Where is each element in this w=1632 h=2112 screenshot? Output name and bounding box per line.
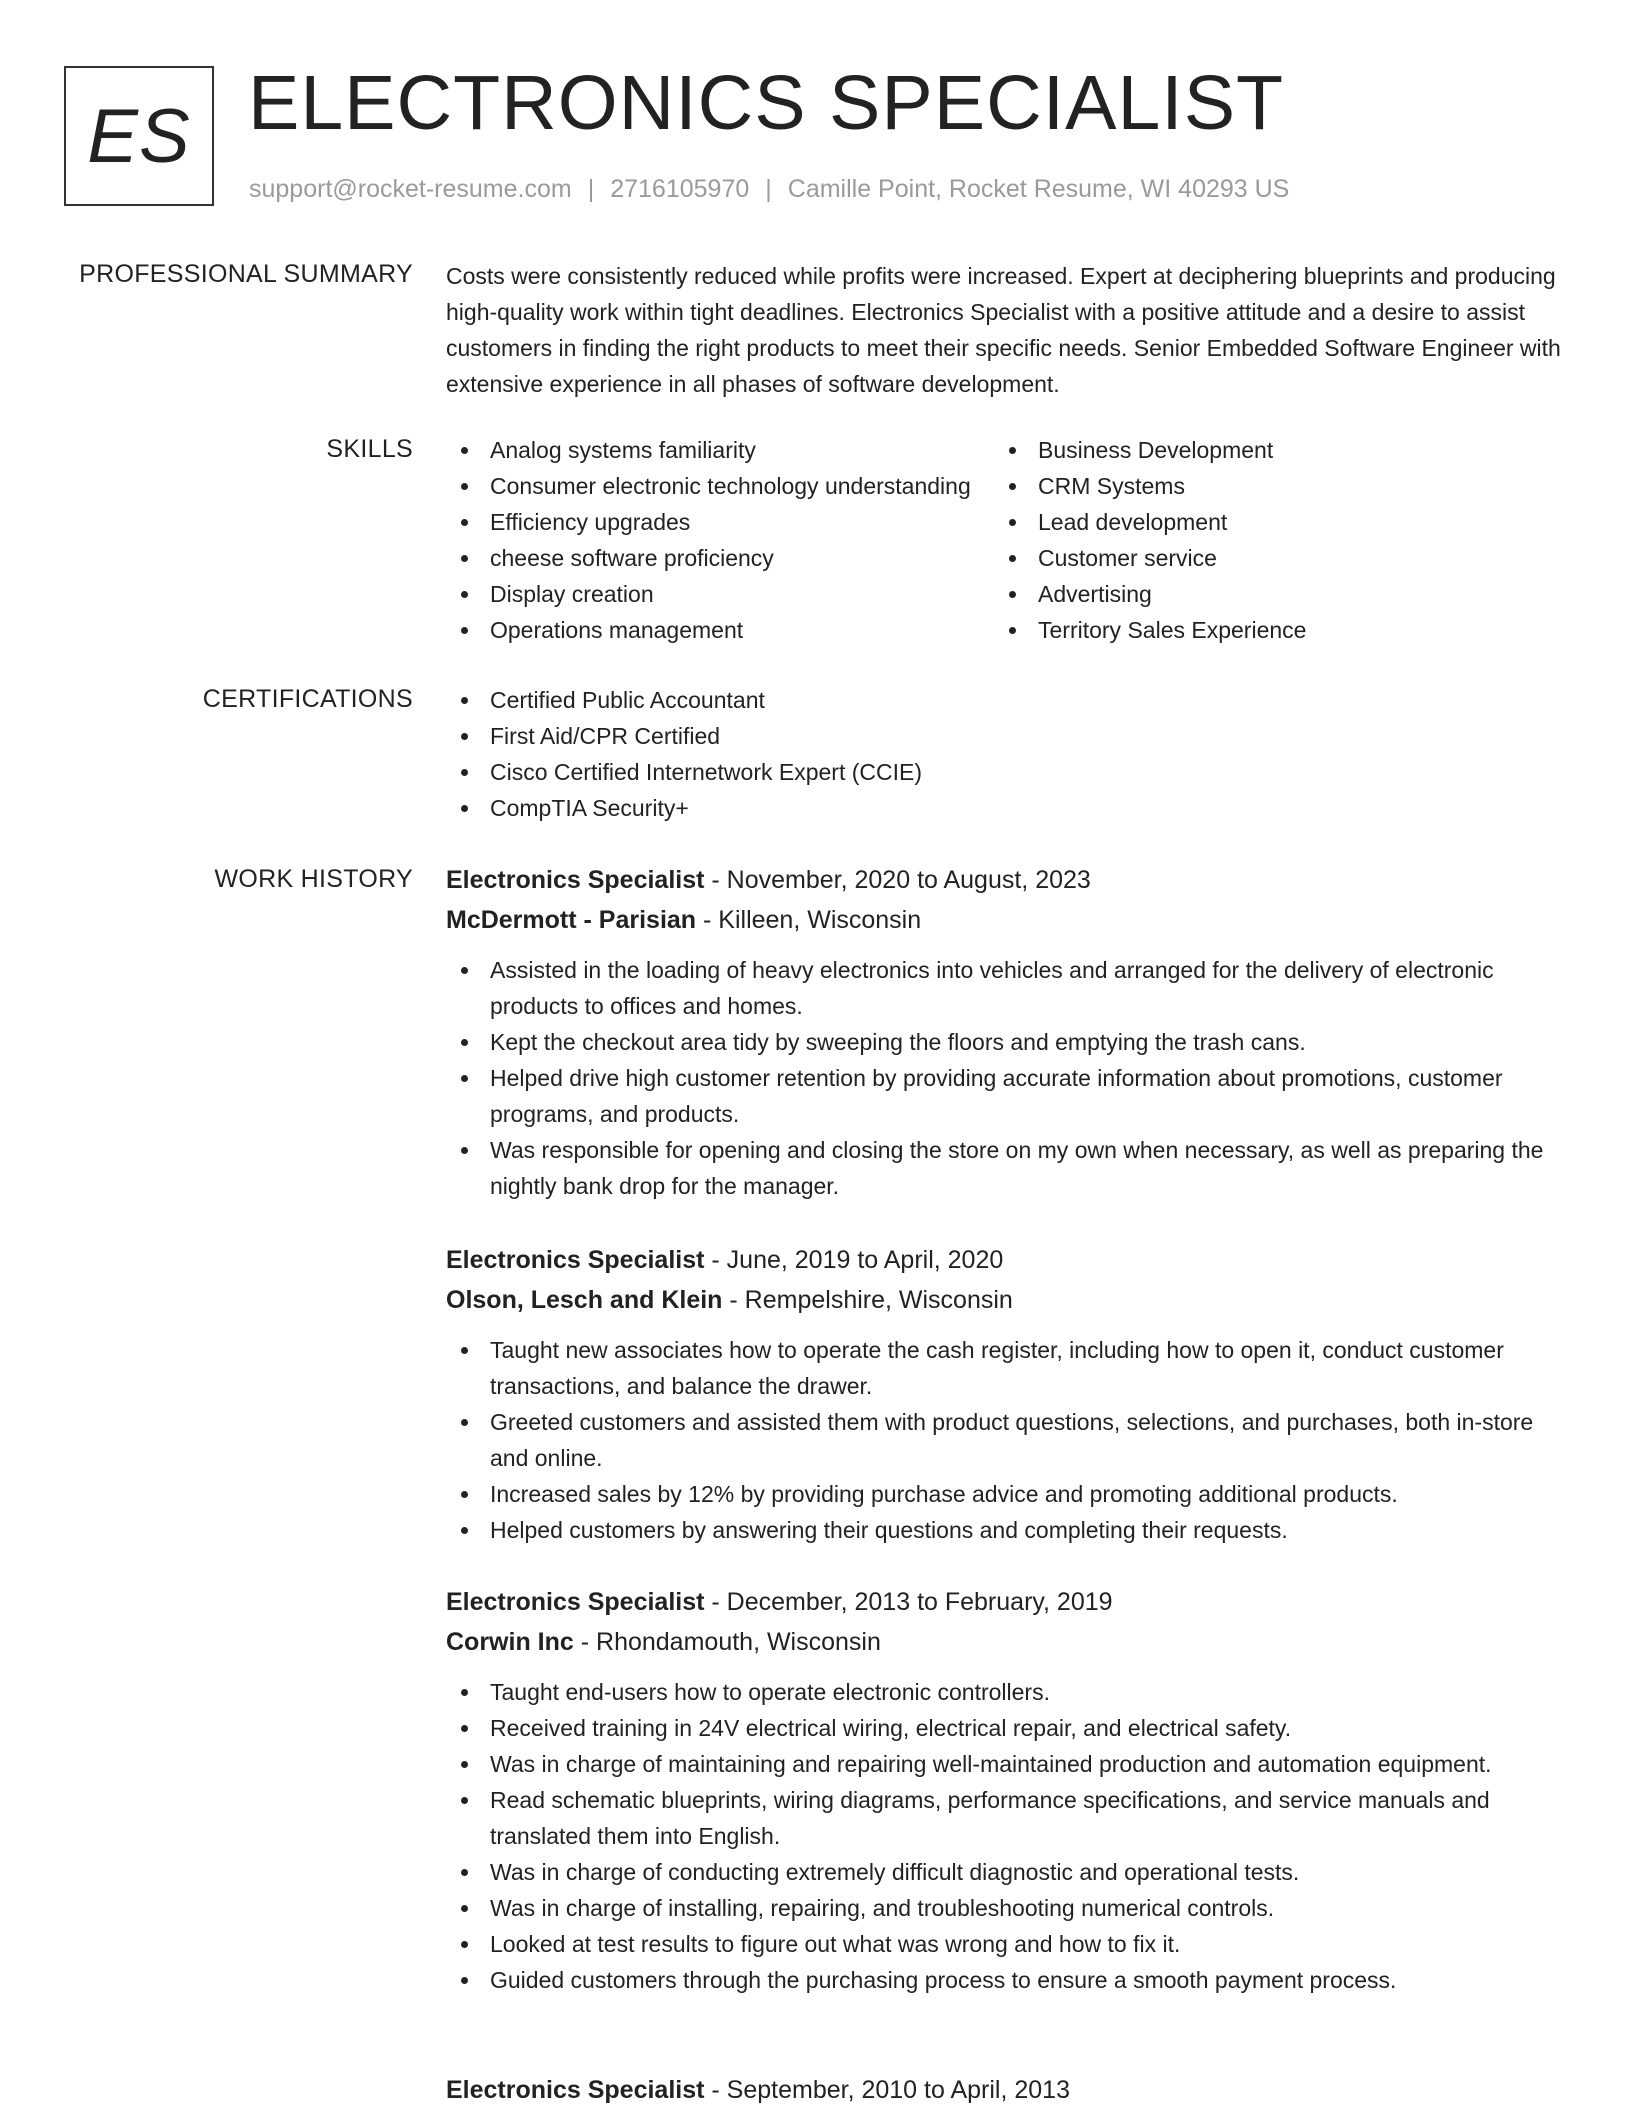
contact-address: Camille Point, Rocket Resume, WI 40293 US — [787, 175, 1290, 203]
list-item: CRM Systems — [994, 468, 1534, 504]
section-label-professional-summary: PROFESSIONAL SUMMARY — [79, 260, 413, 288]
list-item: Territory Sales Experience — [994, 612, 1534, 648]
skills-list — [446, 432, 1561, 652]
list-item: Helped drive high customer retention by providing accurate information about promotions, customer programs, and products. — [446, 1060, 1561, 1132]
list-item: Helped customers by answering their questions and completing their requests. — [446, 1512, 1561, 1548]
resume-name: ELECTRONICS SPECIALIST — [248, 60, 1285, 146]
section-label-skills: SKILLS — [326, 435, 413, 463]
list-item: Was responsible for opening and closing the store on my own when necessary, as well as preparing the nightly bank drop for the manager. — [446, 1132, 1561, 1204]
list-item: Analog systems familiarity — [446, 432, 1006, 468]
section-label-certifications: CERTIFICATIONS — [202, 685, 413, 713]
list-item: cheese software proficiency — [446, 540, 1006, 576]
summary-text: Costs were consistently reduced while profits were increased. Expert at deciphering blueprints and producing high-quality work within tight deadlines. Electronics Specialist with a positive attitude and a desire to assist customers in finding the right products to meet their specific needs. Senior Embedded Software Engineer with extensive experience in all phases of software development. — [446, 263, 1561, 397]
job-location: - Rempelshire, Wisconsin — [722, 1286, 1013, 1314]
certifications-list — [446, 682, 1561, 826]
list-item: Was in charge of installing, repairing, and troubleshooting numerical controls. — [446, 1890, 1561, 1926]
job-entry — [446, 1242, 1561, 1548]
contact-line — [249, 172, 1289, 206]
job-dates: - November, 2020 to August, 2023 — [704, 866, 1091, 894]
list-item: Cisco Certified Internetwork Expert (CCIE) — [446, 754, 1561, 790]
list-item: Looked at test results to figure out what was wrong and how to fix it. — [446, 1926, 1561, 1962]
contact-email[interactable]: support@rocket-resume.com — [249, 175, 572, 203]
list-item: Was in charge of maintaining and repairing well-maintained production and automation equipment. — [446, 1746, 1561, 1782]
job-title-line — [446, 1584, 1561, 1620]
list-item: Greeted customers and assisted them with product questions, selections, and purchases, both in-store and online. — [446, 1404, 1561, 1476]
job-company: McDermott - Parisian — [446, 906, 697, 934]
job-company-line — [446, 1282, 1561, 1318]
contact-separator: | — [765, 175, 772, 203]
list-item: Received training in 24V electrical wiring, electrical repair, and electrical safety. — [446, 1710, 1561, 1746]
list-item: Advertising — [994, 576, 1534, 612]
list-item: Business Development — [994, 432, 1534, 468]
job-dates: - December, 2013 to February, 2019 — [704, 1588, 1113, 1616]
job-title: Electronics Specialist — [446, 1588, 705, 1616]
job-location: - Killeen, Wisconsin — [696, 906, 922, 934]
list-item: Certified Public Accountant — [446, 682, 1561, 718]
job-title-line — [446, 2072, 1561, 2108]
job-title: Electronics Specialist — [446, 2076, 705, 2104]
job-entry — [446, 862, 1561, 1204]
list-item: First Aid/CPR Certified — [446, 718, 1561, 754]
job-company: Olson, Lesch and Klein — [446, 1286, 723, 1314]
job-dates: - June, 2019 to April, 2020 — [704, 1246, 1004, 1274]
list-item: Read schematic blueprints, wiring diagrams, performance specifications, and service manuals and translated them into English. — [446, 1782, 1561, 1854]
list-item: Kept the checkout area tidy by sweeping the floors and emptying the trash cans. — [446, 1024, 1561, 1060]
list-item: Was in charge of conducting extremely difficult diagnostic and operational tests. — [446, 1854, 1561, 1890]
list-item: CompTIA Security+ — [446, 790, 1561, 826]
job-company-line — [446, 902, 1561, 938]
list-item: Customer service — [994, 540, 1534, 576]
list-item: Display creation — [446, 576, 1006, 612]
job-title: Electronics Specialist — [446, 1246, 705, 1274]
list-item: Guided customers through the purchasing process to ensure a smooth payment process. — [446, 1962, 1561, 1998]
job-entry — [446, 1584, 1561, 1998]
section-label-work-history: WORK HISTORY — [214, 865, 413, 893]
job-entry — [446, 2072, 1561, 2108]
list-item: Operations management — [446, 612, 1006, 648]
contact-separator: | — [587, 175, 595, 203]
list-item: Taught end-users how to operate electronic controllers. — [446, 1674, 1561, 1710]
initials-monogram: ES — [64, 66, 214, 206]
list-item: Increased sales by 12% by providing purchase advice and promoting additional products. — [446, 1476, 1561, 1512]
list-item: Lead development — [994, 504, 1534, 540]
list-item: Efficiency upgrades — [446, 504, 1006, 540]
job-title-line — [446, 1242, 1561, 1278]
list-item: Assisted in the loading of heavy electronics into vehicles and arranged for the delivery of electronic products to offices and homes. — [446, 952, 1561, 1024]
job-title-line — [446, 862, 1561, 898]
contact-phone[interactable]: 2716105970 — [610, 175, 750, 203]
job-location: - Rhondamouth, Wisconsin — [573, 1628, 881, 1656]
skills-column-2 — [994, 432, 1534, 648]
job-title: Electronics Specialist — [446, 866, 705, 894]
skills-column-1 — [446, 432, 1006, 648]
list-item: Consumer electronic technology understanding — [446, 468, 1006, 504]
job-company-line — [446, 1624, 1561, 1660]
job-company: Corwin Inc — [446, 1628, 574, 1656]
list-item: Taught new associates how to operate the cash register, including how to open it, conduct customer transactions, and balance the drawer. — [446, 1332, 1561, 1404]
job-dates: - September, 2010 to April, 2013 — [704, 2076, 1070, 2104]
